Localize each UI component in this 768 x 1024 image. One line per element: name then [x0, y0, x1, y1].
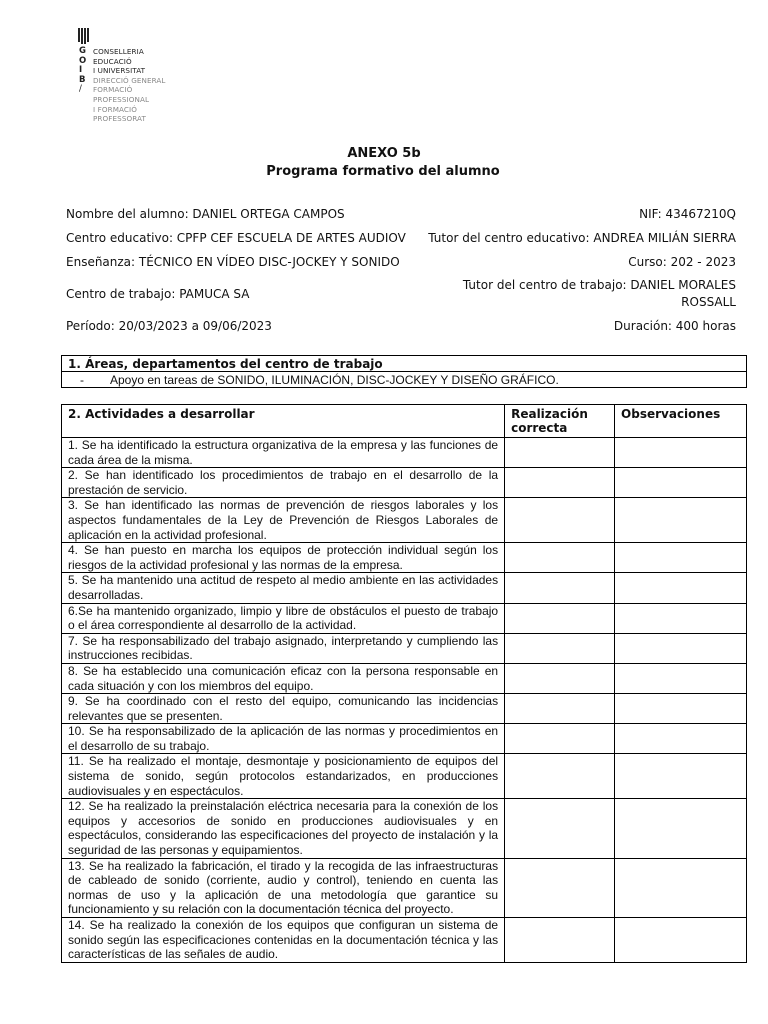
- activity-text: 12. Se ha realizado la preinstalación eléctrica necesaria para la conexión de los equipos y accesorios de sonido en producciones audiovisuales y en espectáculos, considerando las especificaciones del proyecto de instalación y la seguridad de las personas y equipamientos.: [62, 799, 505, 858]
- logo-text: [93, 47, 213, 124]
- table-row: [62, 573, 747, 603]
- school-center: Centro educativo: CPFP CEF ESCUELA DE ARTES AUDIOV: [66, 231, 406, 245]
- student-name: Nombre del alumno: DANIEL ORTEGA CAMPOS: [66, 207, 345, 221]
- logo-letter: G: [79, 46, 86, 56]
- student-nif: NIF: 43467210Q: [639, 207, 736, 221]
- school-tutor: Tutor del centro educativo: ANDREA MILIÁN SIERRA: [428, 231, 736, 245]
- table-row: [62, 438, 747, 468]
- realizacion-cell[interactable]: [505, 754, 615, 799]
- document-title: ANEXO 5b: [347, 146, 421, 161]
- table-row: [62, 603, 747, 633]
- table-row: [62, 858, 747, 917]
- logo-letter: I: [79, 65, 83, 76]
- observaciones-cell[interactable]: [615, 663, 747, 693]
- realizacion-cell[interactable]: [505, 694, 615, 724]
- realizacion-cell[interactable]: [505, 438, 615, 468]
- column-observaciones: Observaciones: [615, 405, 747, 438]
- realizacion-cell[interactable]: [505, 799, 615, 858]
- activity-text: 5. Se ha mantenido una actitud de respeto al medio ambiente en las actividades desarrolladas.: [62, 573, 505, 603]
- table-row: [62, 724, 747, 754]
- table-row: [62, 633, 747, 663]
- table-row: [62, 663, 747, 693]
- realizacion-cell[interactable]: [505, 724, 615, 754]
- realizacion-cell[interactable]: [505, 573, 615, 603]
- workplace-tutor-line2: ROSSALL: [681, 295, 736, 309]
- logo-line: EDUCACIÓ: [93, 56, 132, 66]
- logo-line: I FORMACIÓ: [93, 104, 137, 114]
- realizacion-cell[interactable]: [505, 468, 615, 498]
- logo-letter: O: [79, 55, 87, 66]
- areas-table: [61, 355, 747, 388]
- activities-table: [61, 404, 747, 963]
- course-year: Curso: 202 - 2023: [628, 255, 736, 269]
- workplace: Centro de trabajo: PAMUCA SA: [66, 287, 250, 301]
- observaciones-cell[interactable]: [615, 858, 747, 917]
- table-row: [62, 799, 747, 858]
- observaciones-cell[interactable]: [615, 543, 747, 573]
- observaciones-cell[interactable]: [615, 799, 747, 858]
- area-bullet: -: [80, 373, 84, 387]
- table-row: [62, 543, 747, 573]
- realizacion-cell[interactable]: [505, 633, 615, 663]
- activity-text: 13. Se ha realizado la fabricación, el tirado y la recogida de las infraestructuras de cableado de sonido (corriente, audio y control), teniendo en cuenta las normas de uso y la aplicación de una metodología que garantice su funcionamiento y su relación con la documentación técnica del proyecto.: [62, 858, 505, 917]
- realizacion-cell[interactable]: [505, 603, 615, 633]
- logo-letter: /: [79, 84, 82, 95]
- workplace-tutor-line1: Tutor del centro de trabajo: DANIEL MORALES: [462, 278, 736, 292]
- observaciones-cell[interactable]: [615, 468, 747, 498]
- observaciones-cell[interactable]: [615, 694, 747, 724]
- realizacion-cell[interactable]: [505, 663, 615, 693]
- realizacion-cell[interactable]: [505, 918, 615, 963]
- activity-text: 7. Se ha responsabilizado del trabajo asignado, interpretando y cumpliendo las instrucciones recibidas.: [62, 633, 505, 663]
- govern-emblem-icon: [78, 28, 90, 44]
- activity-text: 14. Se ha realizado la conexión de los equipos que configuran un sistema de sonido según las especificaciones contenidas en la documentación técnica y las características de las señales de audio.: [62, 918, 505, 963]
- activity-text: 8. Se ha establecido una comunicación eficaz con la persona responsable en cada situación y con los miembros del equipo.: [62, 663, 505, 693]
- document-subtitle: Programa formativo del alumno: [266, 164, 500, 179]
- activity-text: 6.Se ha mantenido organizado, limpio y libre de obstáculos el puesto de trabajo o el área correspondiente al desarrollo de la actividad.: [62, 603, 505, 633]
- table-row: [62, 694, 747, 724]
- activity-text: 9. Se ha coordinado con el resto del equipo, comunicando las incidencias relevantes que se presenten.: [62, 694, 505, 724]
- logo-letters: [79, 47, 89, 95]
- activity-text: 3. Se han identificado las normas de prevención de riesgos laborales y los aspectos fundamentales de la Ley de Prevención de Riesgos Laborales de aplicación en la actividad profesional.: [62, 498, 505, 543]
- logo-line: FORMACIÓ: [93, 85, 133, 95]
- table-row: [62, 754, 747, 799]
- logo-line: DIRECCIÓ GENERAL: [93, 75, 166, 85]
- activity-text: 11. Se ha realizado el montaje, desmontaje y posicionamiento de equipos del sistema de sonido, según protocolos estandarizados, en producciones audiovisuales y en espectáculos.: [62, 754, 505, 799]
- observaciones-cell[interactable]: [615, 754, 747, 799]
- observaciones-cell[interactable]: [615, 573, 747, 603]
- table-row: [62, 918, 747, 963]
- period: Período: 20/03/2023 a 09/06/2023: [66, 319, 272, 333]
- activity-text: 1. Se ha identificado la estructura organizativa de la empresa y las funciones de cada área de la misma.: [62, 438, 505, 468]
- logo-line: CONSELLERIA: [93, 47, 144, 56]
- area-item: [62, 372, 747, 388]
- observaciones-cell[interactable]: [615, 724, 747, 754]
- realizacion-cell[interactable]: [505, 858, 615, 917]
- logo-line: I UNIVERSITAT: [93, 66, 146, 76]
- column-realizacion: Realización correcta: [505, 405, 615, 438]
- duration: Duración: 400 horas: [613, 319, 736, 333]
- observaciones-cell[interactable]: [615, 603, 747, 633]
- activity-text: 4. Se han puesto en marcha los equipos de protección individual según los riesgos de la actividad profesional y las normas de la empresa.: [62, 543, 505, 573]
- observaciones-cell[interactable]: [615, 498, 747, 543]
- activity-text: 10. Se ha responsabilizado de la aplicación de las normas y procedimientos en el desarrollo de su trabajo.: [62, 724, 505, 754]
- observaciones-cell[interactable]: [615, 633, 747, 663]
- activities-header: 2. Actividades a desarrollar: [62, 405, 505, 438]
- observaciones-cell[interactable]: [615, 438, 747, 468]
- realizacion-cell[interactable]: [505, 498, 615, 543]
- areas-header: 1. Áreas, departamentos del centro de trabajo: [62, 356, 747, 372]
- course-name: Enseñanza: TÉCNICO EN VÍDEO DISC-JOCKEY Y SONIDO: [66, 255, 400, 269]
- area-item-text: Apoyo en tareas de SONIDO, ILUMINACIÓN, DISC-JOCKEY Y DISEÑO GRÁFICO.: [110, 373, 559, 387]
- activity-text: 2. Se han identificado los procedimientos de trabajo en el desarrollo de la prestación de servicio.: [62, 468, 505, 498]
- logo-line: PROFESSORAT: [93, 114, 146, 124]
- realizacion-cell[interactable]: [505, 543, 615, 573]
- table-row: [62, 498, 747, 543]
- logo-letter: B: [79, 74, 86, 85]
- observaciones-cell[interactable]: [615, 918, 747, 963]
- logo-line: PROFESSIONAL: [93, 94, 150, 104]
- table-row: [62, 468, 747, 498]
